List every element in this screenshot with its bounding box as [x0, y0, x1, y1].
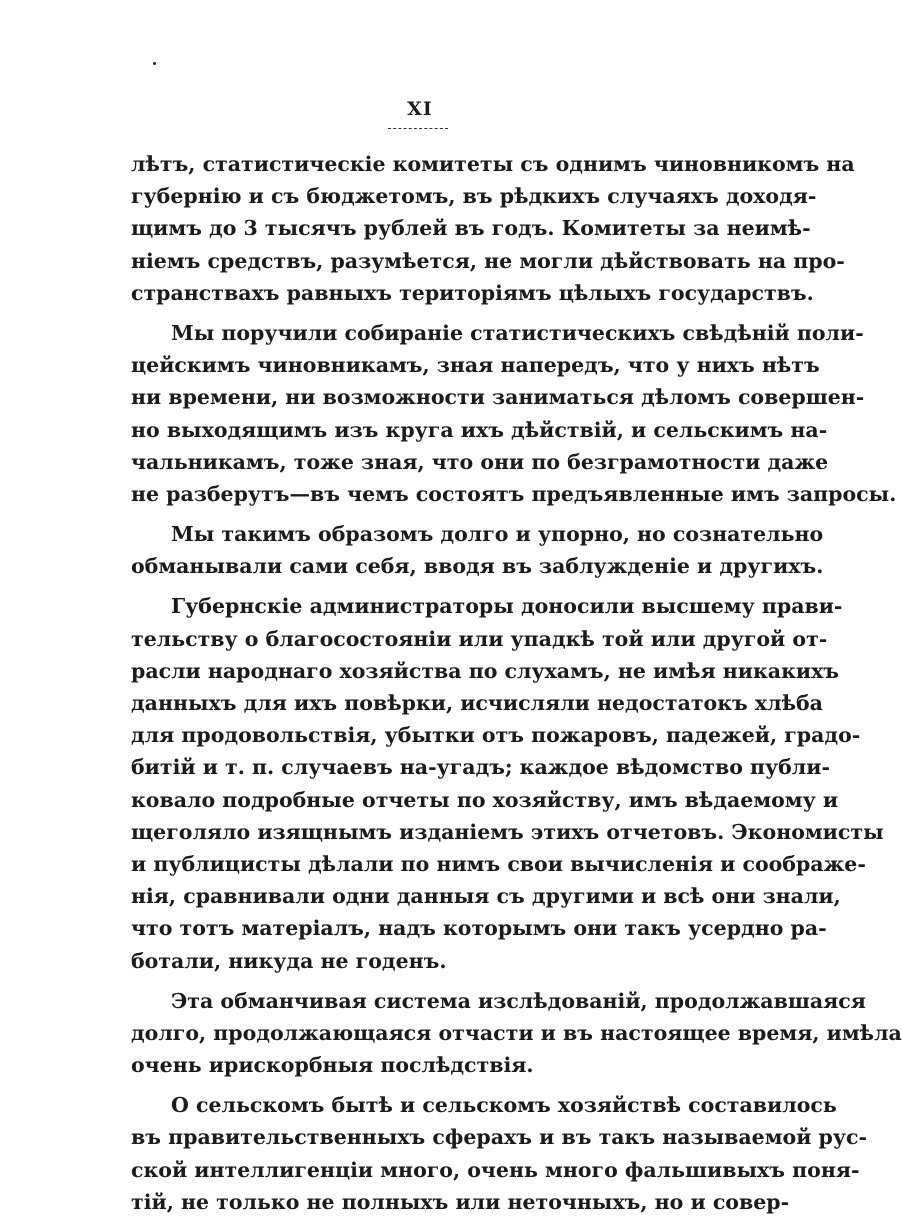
text-line: щеголяло изящнымъ изданіемъ этихъ отчетовъ. Экономисты	[131, 819, 884, 844]
print-speck	[153, 62, 156, 65]
text-line: ской интеллигенціи много, очень много фальшивыхъ поня-	[131, 1157, 860, 1182]
paragraph-gap	[131, 977, 710, 985]
text-line: расли народнаго хозяйства по слухамъ, не имѣя никакихъ	[131, 658, 840, 683]
paragraph	[131, 317, 897, 510]
text-line: ботали, никуда не годенъ.	[131, 948, 447, 973]
text-line: но выходящимъ изъ круга ихъ дѣйствій, и сельскимъ на-	[131, 417, 828, 442]
text-line: данныхъ для ихъ повѣрки, исчисляли недостатокъ хлѣба	[131, 691, 823, 715]
paragraph-gap	[131, 1081, 710, 1089]
text-line: тій, не только не полныхъ или неточныхъ, но и совер-	[131, 1189, 790, 1214]
page-number-rule	[388, 128, 448, 129]
text-line: цейскимъ чиновникамъ, зная напередъ, что у нихъ нѣтъ	[131, 353, 820, 378]
paragraph-gap	[131, 510, 710, 518]
paragraph	[131, 148, 855, 309]
text-line: въ правительственныхъ сферахъ и въ такъ называемой рус-	[131, 1125, 867, 1150]
text-line: странствахъ равныхъ територіямъ цѣлыхъ государствъ.	[131, 280, 814, 305]
paragraph	[131, 590, 884, 976]
text-line: ковало подробные отчеты по хозяйству, имъ вѣдаемому и	[131, 787, 839, 812]
page-number: XI	[407, 98, 433, 120]
paragraph-gap	[131, 582, 710, 590]
text-line: что тотъ матеріалъ, надъ которымъ они такъ усердно ра-	[131, 916, 827, 941]
text-line: ни времени, ни возможности заниматься дѣломъ совершен-	[131, 385, 865, 410]
text-line: лѣтъ, статистическіе комитеты съ однимъ чиновникомъ на	[131, 152, 855, 176]
text-line: ніемъ средствъ, разумѣется, не могли дѣйствовать на про-	[131, 248, 845, 273]
text-line: губернію и съ бюджетомъ, въ рѣдкихъ случаяхъ доходя-	[131, 184, 817, 209]
text-line: Эта обманчивая система изслѣдованій, продолжавшаяся	[171, 988, 866, 1013]
text-line: долго, продолжающаяся отчасти и въ настоящее время, имѣла	[131, 1020, 902, 1045]
text-line: Губернскіе администраторы доносили высшему прави-	[171, 594, 843, 619]
text-line: тельству о благосостояніи или упадкѣ той или другой от-	[131, 626, 828, 651]
paragraph	[131, 1089, 867, 1218]
text-line: битій и т. п. случаевъ на-угадъ; каждое вѣдомство публи-	[131, 755, 830, 780]
text-line: щимъ до 3 тысячъ рублей въ годъ. Комитеты за неимѣ-	[131, 216, 811, 241]
text-line: для продовольствія, убытки отъ пожаровъ, падежей, градо-	[131, 723, 861, 748]
text-line: Мы поручили собираніе статистическихъ свѣдѣній поли-	[171, 320, 864, 345]
paragraph-gap	[131, 309, 710, 317]
text-line: нія, сравнивали одни данныя съ другими и всѣ они знали,	[131, 884, 841, 909]
text-line: Мы такимъ образомъ долго и упорно, но сознательно	[171, 522, 824, 547]
text-line: и публицисты дѣлали по нимъ свои вычисленія и соображе-	[131, 851, 866, 876]
body-text	[131, 148, 902, 1218]
text-line: не разберутъ—въ чемъ состоятъ предъявленные имъ запросы.	[131, 481, 897, 506]
text-line: очень ирискорбныя послѣдствія.	[131, 1053, 534, 1078]
text-line: обманывали сами себя, вводя въ заблужденіе и другихъ.	[131, 554, 824, 579]
text-line: О сельскомъ бытѣ и сельскомъ хозяйствѣ составилось	[171, 1093, 837, 1118]
text-line: чальникамъ, тоже зная, что они по безграмотности даже	[131, 449, 829, 474]
paragraph	[131, 518, 824, 582]
paragraph	[131, 985, 902, 1082]
